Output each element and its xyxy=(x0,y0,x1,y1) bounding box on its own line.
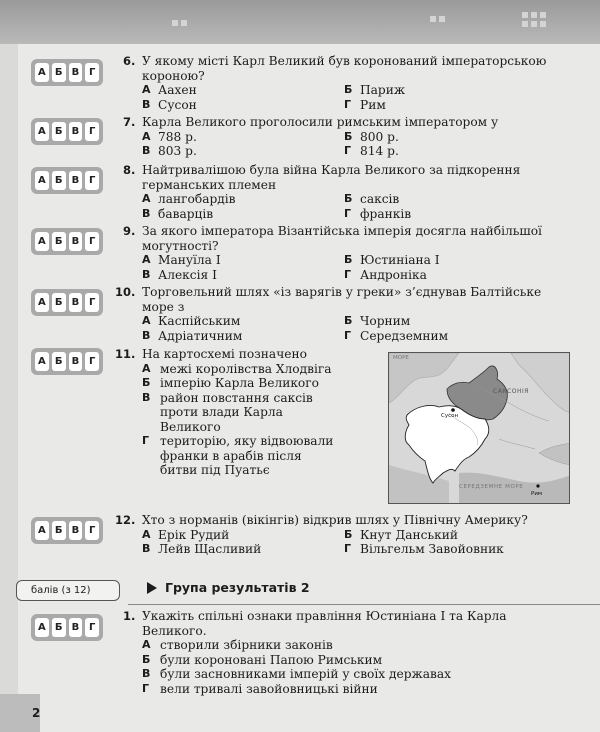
question-6 xyxy=(123,54,574,112)
answer-cell-g[interactable]: Г xyxy=(85,122,99,141)
option-a: А Аахен xyxy=(142,83,197,97)
option-v: В баварців xyxy=(142,206,214,221)
question-number: 9. xyxy=(123,224,136,238)
answer-cell-g[interactable]: Г xyxy=(85,63,99,82)
score-box[interactable] xyxy=(16,580,120,601)
map-illustration xyxy=(389,353,570,504)
option-g: Г територію, яку відвоювали франки в арабів після битви під Пуатьє xyxy=(142,434,334,477)
answer-grid-q12[interactable] xyxy=(31,517,103,544)
answer-cell-a[interactable]: А xyxy=(35,618,49,637)
option-a: А Мануїла І xyxy=(142,253,221,267)
score-label: балів (з 12) xyxy=(31,585,91,596)
question-text: На картосхемі позначено xyxy=(142,347,307,361)
answer-cell-g[interactable]: Г xyxy=(85,293,99,312)
option-v: В Сусон xyxy=(142,97,197,112)
question-12 xyxy=(115,513,574,557)
answer-cell-g[interactable]: Г xyxy=(85,521,99,540)
option-g: Г франків xyxy=(344,206,412,221)
answer-cell-a[interactable]: А xyxy=(35,352,49,371)
option-b: Б були короновані Папою Римським xyxy=(142,652,383,667)
question-number: 8. xyxy=(123,163,136,177)
answer-cell-b[interactable]: Б xyxy=(52,122,66,141)
question-7 xyxy=(123,115,574,159)
option-v: В Алексія І xyxy=(142,267,217,282)
answer-grid-q11[interactable] xyxy=(31,348,103,375)
question-number: 6. xyxy=(123,54,136,68)
rome-label: Рим xyxy=(531,491,543,497)
option-g: Г Андроніка xyxy=(344,267,427,282)
option-g: Г вели тривалі завойовницькі війни xyxy=(142,681,378,696)
answer-cell-b[interactable]: Б xyxy=(52,352,66,371)
answer-grid-q9[interactable] xyxy=(31,228,103,255)
answer-cell-v[interactable]: В xyxy=(69,171,83,190)
answer-cell-b[interactable]: Б xyxy=(52,171,66,190)
answer-cell-g[interactable]: Г xyxy=(85,232,99,251)
answer-cell-g[interactable]: Г xyxy=(85,352,99,371)
question-text: Торговельний шлях «із варягів у греки» з’єднував Балтійське море з xyxy=(142,285,542,314)
question-text: У якому місті Карл Великий був коронований імператорською короною? xyxy=(142,54,547,83)
question-text: Найтривалішою була війна Карла Великого за підкорення германських племен xyxy=(142,163,521,192)
option-b: Б Кнут Данський xyxy=(344,527,458,542)
question-number: 12. xyxy=(115,513,136,527)
question-number: 10. xyxy=(115,285,136,299)
city-label: Сусон xyxy=(441,413,459,419)
sea-label: СЕРЕДЗЕМНЕ МОРЕ xyxy=(459,484,524,490)
question-text: Укажіть спільні ознаки правління Юстиніана І та Карла Великого. xyxy=(142,609,507,638)
answer-cell-b[interactable]: Б xyxy=(52,293,66,312)
answer-cell-v[interactable]: В xyxy=(69,352,83,371)
question-9 xyxy=(123,224,574,282)
answer-cell-v[interactable]: В xyxy=(69,618,83,637)
option-a: А Ерік Рудий xyxy=(142,527,230,542)
option-b: Б імперію Карла Великого xyxy=(142,376,319,390)
option-b: Б 800 р. xyxy=(344,129,399,144)
north-sea-label: МОРЕ xyxy=(393,355,409,361)
answer-cell-g[interactable]: Г xyxy=(85,618,99,637)
option-a: А створили збірники законів xyxy=(142,638,333,652)
answer-cell-a[interactable]: А xyxy=(35,171,49,190)
group-question-1 xyxy=(123,609,574,696)
option-b: Б саксів xyxy=(344,192,400,206)
question-text: Карла Великого проголосили римським імператором у xyxy=(142,115,499,129)
answer-cell-v[interactable]: В xyxy=(69,63,83,82)
answer-cell-b[interactable]: Б xyxy=(52,521,66,540)
triangle-icon xyxy=(147,582,157,594)
option-a: А Каспійським xyxy=(142,314,241,328)
answer-cell-a[interactable]: А xyxy=(35,122,49,141)
question-number: 7. xyxy=(123,115,136,129)
rome-marker xyxy=(536,484,539,487)
question-number: 11. xyxy=(115,347,136,361)
answer-cell-v[interactable]: В xyxy=(69,521,83,540)
answer-cell-a[interactable]: А xyxy=(35,63,49,82)
option-a: А межі королівства Хлодвіга xyxy=(142,361,332,376)
answer-cell-a[interactable]: А xyxy=(35,521,49,540)
answer-grid-group-q1[interactable] xyxy=(31,614,103,641)
saxony-label: САКСОНІЯ xyxy=(493,388,529,395)
question-text: За якого імператора Візантійська імперія досягла найбільшої могутності? xyxy=(142,224,542,253)
answer-grid-q10[interactable] xyxy=(31,289,103,316)
historical-map xyxy=(388,352,570,504)
answer-cell-g[interactable]: Г xyxy=(85,171,99,190)
option-b: Б Чорним xyxy=(344,314,411,328)
answer-grid-q6[interactable] xyxy=(31,59,103,86)
answer-grid-q7[interactable] xyxy=(31,118,103,145)
answer-cell-v[interactable]: В xyxy=(69,232,83,251)
option-v: В район повстання саксів проти влади Карла Великого xyxy=(142,390,313,434)
city-marker xyxy=(451,408,455,412)
option-g: Г Середземним xyxy=(344,328,449,343)
option-a: А 788 р. xyxy=(142,129,197,144)
group-heading: Група результатів 2 xyxy=(147,580,310,595)
answer-cell-v[interactable]: В xyxy=(69,122,83,141)
question-11 xyxy=(115,347,362,478)
page-number: 2 xyxy=(32,706,41,720)
answer-cell-a[interactable]: А xyxy=(35,232,49,251)
answer-cell-b[interactable]: Б xyxy=(52,63,66,82)
left-margin-strip xyxy=(0,44,18,732)
option-b: Б Юстиніана І xyxy=(344,253,440,267)
question-8 xyxy=(123,163,574,221)
answer-grid-q8[interactable] xyxy=(31,167,103,194)
answer-cell-v[interactable]: В xyxy=(69,293,83,312)
question-number: 1. xyxy=(123,609,136,623)
option-v: В Лейв Щасливий xyxy=(142,542,262,556)
question-10 xyxy=(115,285,574,343)
answer-cell-b[interactable]: Б xyxy=(52,618,66,637)
answer-cell-a[interactable]: А xyxy=(35,293,49,312)
option-g: Г Вільгельм Завойовник xyxy=(344,542,504,556)
question-text: Хто з норманів (вікінгів) відкрив шлях у Північну Америку? xyxy=(142,513,528,527)
option-v: В Адріатичним xyxy=(142,328,243,343)
answer-cell-b[interactable]: Б xyxy=(52,232,66,251)
option-g: Г 814 р. xyxy=(344,144,399,158)
option-a: А лангобардів xyxy=(142,192,236,206)
option-v: В були засновниками імперій у своїх державах xyxy=(142,667,452,681)
top-band xyxy=(0,0,600,44)
option-b: Б Париж xyxy=(344,83,406,97)
option-g: Г Рим xyxy=(344,97,386,112)
option-v: В 803 р. xyxy=(142,144,197,158)
group-divider xyxy=(128,604,600,605)
